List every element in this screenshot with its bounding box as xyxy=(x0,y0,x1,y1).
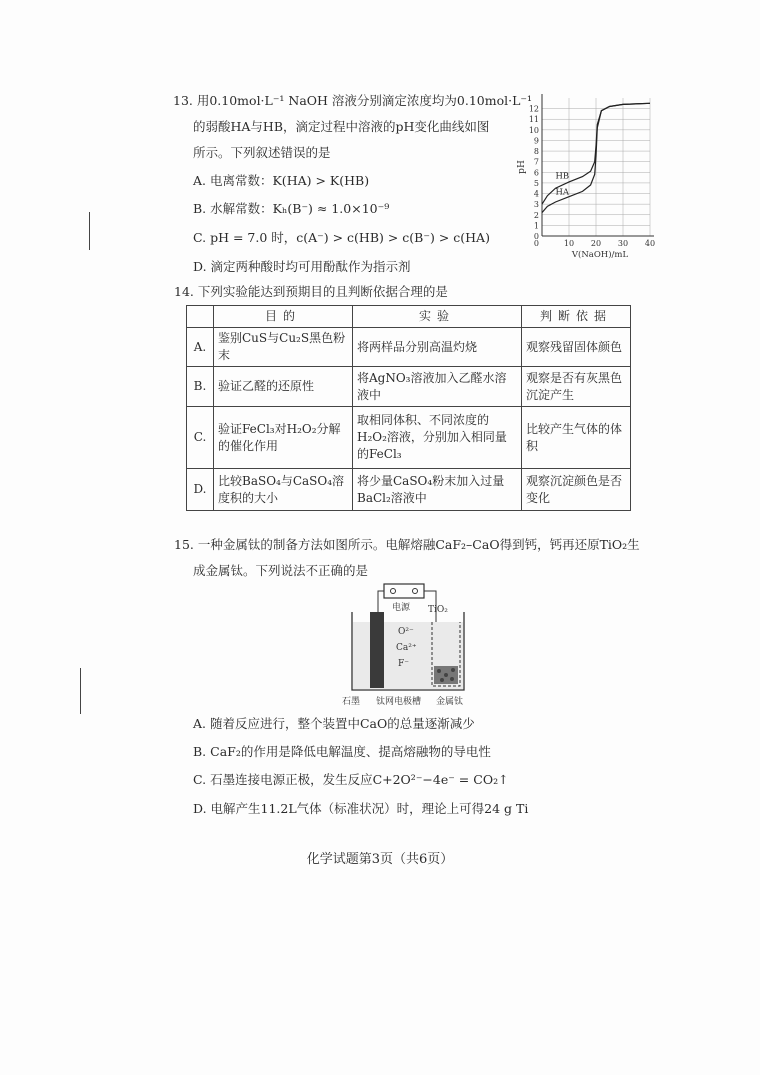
y-tick-label: 5 xyxy=(533,178,539,188)
row-label: D. xyxy=(187,469,214,511)
y-tick-label: 2 xyxy=(533,210,539,220)
terminal-icon xyxy=(391,589,396,594)
row-purpose: 验证乙醛的还原性 xyxy=(214,367,353,407)
x-axis-label: V(NaOH)/mL xyxy=(571,250,629,260)
q15-option-d: D. 电解产生11.2L气体（标准状况）时，理论上可得24 g Ti xyxy=(193,801,529,816)
y-tick-label: 11 xyxy=(528,115,539,125)
table-row xyxy=(187,407,631,469)
row-experiment: 将两样品分别高温灼烧 xyxy=(353,328,522,367)
q15-line-1: 15. 一种金属钛的制备方法如图所示。电解熔融CaF₂–CaO得到钙，钙再还原TiO₂生 xyxy=(174,537,640,552)
y-tick-label: 7 xyxy=(533,157,539,167)
x-tick-label: 20 xyxy=(590,239,602,248)
table-header-row xyxy=(187,306,631,328)
q14-title: 14. 下列实验能达到预期目的且判断依据合理的是 xyxy=(174,284,448,299)
table-row xyxy=(187,469,631,511)
tio2-label: TiO₂ xyxy=(428,605,448,615)
row-purpose: 验证FeCl₃对H₂O₂分解的催化作用 xyxy=(214,407,353,469)
row-label: C. xyxy=(187,407,214,469)
y-tick-label: 6 xyxy=(533,168,539,178)
power-label: 电源 xyxy=(392,603,411,613)
y-tick-label: 1 xyxy=(533,221,539,231)
q13-option-a: A. 电离常数：K(HA) > K(HB) xyxy=(193,173,370,188)
ion-fluoride: F⁻ xyxy=(398,659,409,669)
binding-mark xyxy=(89,212,90,250)
ph-titration-chart xyxy=(512,88,662,266)
q13-option-c: C. pH = 7.0 时，c(A⁻) > c(HB) > c(B⁻) > c(HA) xyxy=(193,230,490,245)
header-experiment: 实验 xyxy=(353,306,522,328)
q15-option-b: B. CaF₂的作用是降低电解温度、提高熔融物的导电性 xyxy=(193,744,491,759)
q15-line-2: 成金属钛。下列说法不正确的是 xyxy=(193,563,369,578)
q13-option-b: B. 水解常数：Kₕ(B⁻) ≈ 1.0×10⁻⁹ xyxy=(193,201,390,216)
header-basis: 判断依据 xyxy=(522,306,631,328)
y-tick-label: 8 xyxy=(533,147,539,157)
row-experiment: 将少量CaSO₄粉末加入过量BaCl₂溶液中 xyxy=(353,469,522,511)
table-row xyxy=(187,328,631,367)
row-experiment: 将AgNO₃溶液加入乙醛水溶液中 xyxy=(353,367,522,407)
row-basis: 观察是否有灰黑色沉淀产生 xyxy=(522,367,631,407)
series-label-hb: HB xyxy=(555,171,570,182)
y-tick-label: 3 xyxy=(533,200,539,210)
electrolysis-cell-diagram xyxy=(340,582,470,708)
ion-calcium: Ca²⁺ xyxy=(396,643,417,653)
row-basis: 比较产生气体的体积 xyxy=(522,407,631,469)
wire-left xyxy=(378,591,384,612)
row-basis: 观察沉淀颜色是否变化 xyxy=(522,469,631,511)
row-label: A. xyxy=(187,328,214,367)
graphite-electrode xyxy=(370,612,384,688)
x-tick-label: 0 xyxy=(533,239,539,248)
row-basis: 观察残留固体颜色 xyxy=(522,328,631,367)
y-tick-label: 10 xyxy=(528,125,539,135)
row-experiment: 取相同体积、不同浓度的H₂O₂溶液，分别加入相同量的FeCl₃ xyxy=(353,407,522,469)
experiment-table xyxy=(186,305,631,511)
label-graphite: 石墨 xyxy=(342,697,361,707)
q13-line-1: 13. 用0.10mol·L⁻¹ NaOH 溶液分别滴定浓度均为0.10mol·L⁻¹ xyxy=(173,93,533,108)
q15-option-c: C. 石墨连接电源正极，发生反应C+2O²⁻−4e⁻ = CO₂↑ xyxy=(193,772,509,787)
y-tick-label: 9 xyxy=(533,136,539,146)
table-row xyxy=(187,367,631,407)
x-tick-label: 10 xyxy=(563,239,575,248)
y-axis-label: pH xyxy=(517,160,527,174)
row-label: B. xyxy=(187,367,214,407)
y-tick-label: 4 xyxy=(533,189,539,199)
label-titanium: 金属钛 xyxy=(436,697,464,707)
y-tick-label: 12 xyxy=(528,104,539,114)
binding-mark xyxy=(80,668,81,714)
terminal-icon xyxy=(413,589,418,594)
header-purpose: 目的 xyxy=(214,306,353,328)
row-purpose: 鉴别CuS与Cu₂S黑色粉末 xyxy=(214,328,353,367)
q13-option-d: D. 滴定两种酸时均可用酚酞作为指示剂 xyxy=(193,259,411,274)
x-tick-label: 30 xyxy=(617,239,629,248)
q13-line-3: 所示。下列叙述错误的是 xyxy=(193,145,331,160)
y-tick-label: 0 xyxy=(533,232,539,241)
ion-oxide: O²⁻ xyxy=(398,627,414,637)
label-ti-mesh: 钛网电极槽 xyxy=(376,697,422,707)
row-purpose: 比较BaSO₄与CaSO₄溶度积的大小 xyxy=(214,469,353,511)
q15-option-a: A. 随着反应进行，整个装置中CaO的总量逐渐减少 xyxy=(193,716,475,731)
q13-line-2: 的弱酸HA与HB，滴定过程中溶液的pH变化曲线如图 xyxy=(193,119,490,134)
series-label-ha: HA xyxy=(555,187,570,198)
x-tick-label: 40 xyxy=(644,239,656,248)
page-footer: 化学试题第3页（共6页） xyxy=(306,852,454,867)
